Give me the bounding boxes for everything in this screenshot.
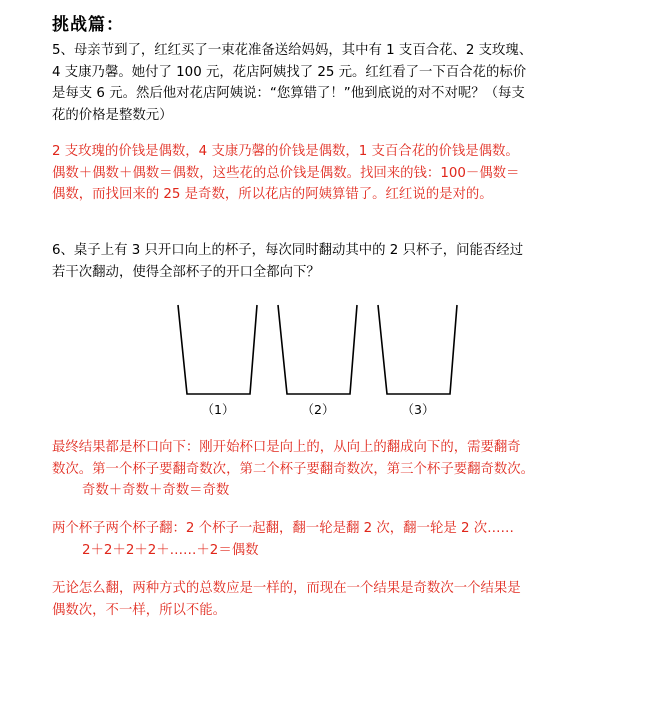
problem-6-answer-even (52, 518, 597, 561)
problem-5-line: 5、母亲节到了，红红买了一束花准备送给妈妈，其中有 1 支百合花、2 支玫瑰、 (52, 43, 533, 58)
answer-formula: 2＋2＋2＋2＋……＋2＝偶数 (82, 542, 259, 558)
problem-5-text (52, 40, 597, 126)
problem-5-line: 4 支康乃馨。她付了 100 元，花店阿姨找了 25 元。红红看了一下百合花的标价 (52, 64, 527, 80)
answer-line: 最终结果都是杯口向下：刚开始杯口是向上的，从向上的翻成向下的，需要翻奇 (52, 440, 521, 455)
answer-line: 2 支玫瑰的价钱是偶数，4 支康乃馨的价钱是偶数，1 支百合花的价钱是偶数。 (52, 144, 519, 159)
cup-2 (278, 305, 357, 394)
answer-line: 偶数＋偶数＋偶数＝偶数，这些花的总价钱是偶数。找回来的钱：100－偶数＝ (52, 165, 520, 181)
problem-6-conclusion (52, 578, 597, 621)
answer-line: 偶数，而找回来的 25 是奇数，所以花店的阿姨算错了。红红说的是对的。 (52, 187, 493, 202)
problem-5-line: 是每支 6 元。然后他对花店阿姨说：“您算错了！”他到底说的对不对呢？（每支 (52, 86, 525, 101)
answer-formula: 奇数＋奇数＋奇数＝奇数 (82, 483, 230, 498)
cups-figure (170, 300, 470, 430)
page-heading: 挑战篇： (52, 15, 124, 35)
problem-6-text (52, 240, 597, 283)
cup-2-label: （2） (301, 402, 335, 417)
problem-6-line: 若干次翻动，使得全部杯子的开口全都向下？ (52, 264, 320, 280)
problem-5-line: 花的价格是整数元） (52, 107, 173, 123)
conclusion-line: 无论怎么翻，两种方式的总数应是一样的，而现在一个结果是奇数次一个结果是 (52, 581, 521, 596)
problem-5-answer (52, 141, 597, 206)
answer-line: 数次。第一个杯子要翻奇数次，第二个杯子要翻奇数次，第三个杯子要翻奇数次。 (52, 461, 535, 477)
cup-3-label: （3） (401, 402, 435, 417)
answer-line: 两个杯子两个杯子翻：2 个杯子一起翻，翻一轮是翻 2 次，翻一轮是 2 次…… (52, 521, 514, 536)
cup-1-label: （1） (201, 402, 235, 417)
cup-1 (178, 305, 257, 394)
conclusion-line: 偶数次，不一样，所以不能。 (52, 602, 227, 618)
problem-6-line: 6、桌子上有 3 只开口向上的杯子，每次同时翻动其中的 2 只杯子，问能否经过 (52, 243, 524, 258)
problem-6-answer-odd (52, 437, 597, 502)
cup-3 (378, 305, 457, 394)
